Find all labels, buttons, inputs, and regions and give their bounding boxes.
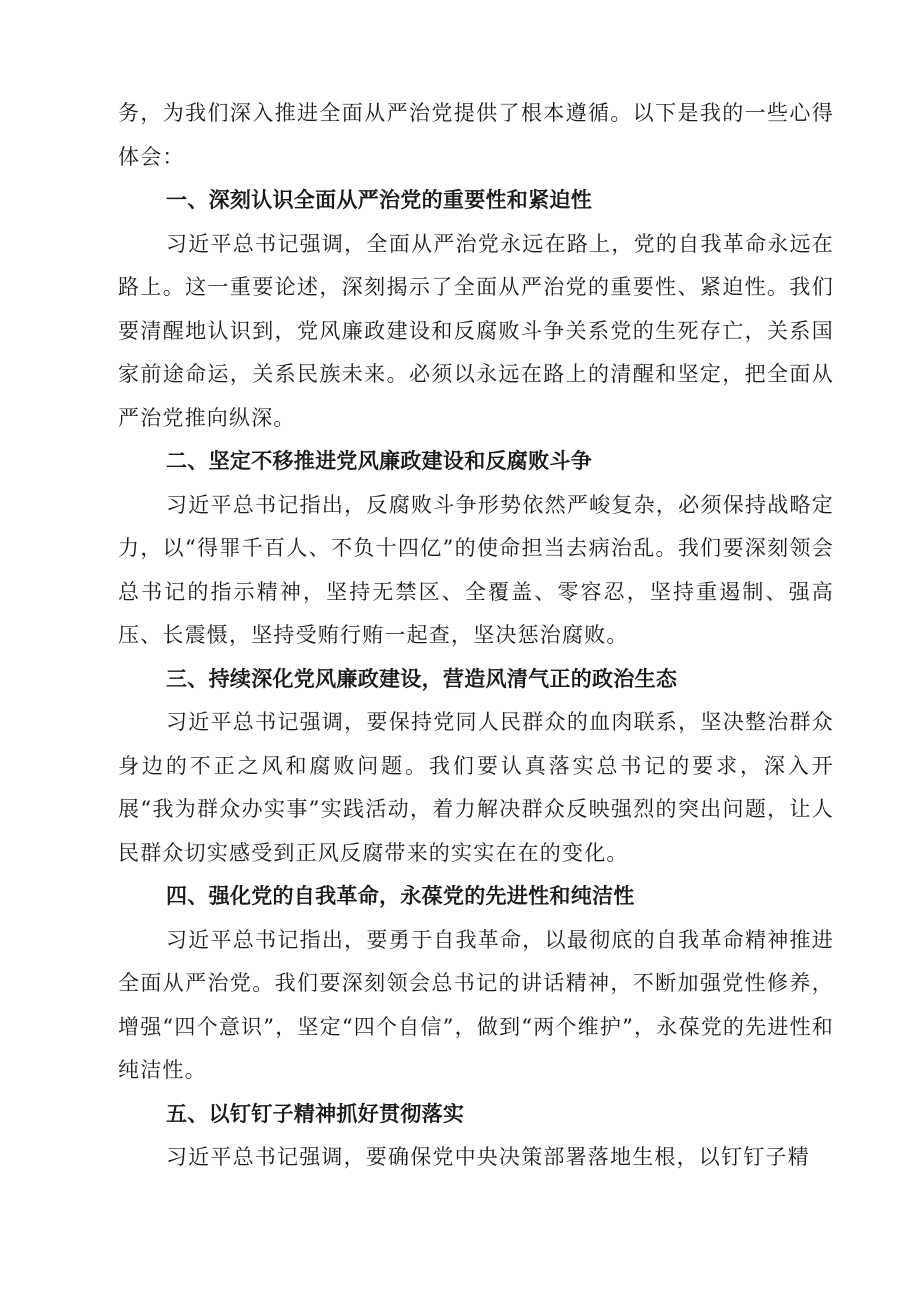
section-1-body: 习近平总书记强调，全面从严治党永远在路上，党的自我革命永远在路上。这一重要论述，深刻揭示了全面从严治党的重要性、紧迫性。我们要清醒地认识到，党风廉政建设和反腐败斗争关系党的生死存亡，关系国家前途命运，关系民族未来。必须以永远在路上的清醒和坚定，把全面从严治党推向纵深。	[118, 231, 834, 430]
section-5-body: 习近平总书记强调，要确保党中央决策部署落地生根，以钉钉子精	[166, 1145, 810, 1169]
section-1-heading: 一、深刻认识全面从严治党的重要性和紧迫性	[166, 188, 592, 212]
section-5-heading: 五、以钉钉子精神抓好贯彻落实	[166, 1101, 465, 1126]
section-2-heading: 二、坚定不移推进党风廉政建设和反腐败斗争	[166, 449, 592, 473]
section-3-heading: 三、持续深化党风廉政建设，营造风清气正的政治生态	[166, 666, 678, 691]
section-3-body: 习近平总书记强调，要保持党同人民群众的血肉联系，坚决整治群众身边的不正之风和腐败问题。我们要认真落实总书记的要求，深入开展“我为群众办实事”实践活动，着力解决群众反映强烈的突出问题，让人民群众切实感受到正风反腐带来的实实在在的变化。	[118, 710, 834, 865]
section-2-body: 习近平总书记指出，反腐败斗争形势依然严峻复杂，必须保持战略定力，以“得罪千百人、不负十四亿”的使命担当去病治乱。我们要深刻领会总书记的指示精神，坚持无禁区、全覆盖、零容忍，坚持重遏制、强高压、长震慑，坚持受贿行贿一起查，坚决惩治腐败。	[118, 492, 834, 647]
intro-paragraph: 务，为我们深入推进全面从严治党提供了根本遵循。以下是我的一些心得体会：	[118, 101, 834, 169]
section-4-heading: 四、强化党的自我革命，永葆党的先进性和纯洁性	[166, 884, 635, 908]
section-4-body: 习近平总书记指出，要勇于自我革命，以最彻底的自我革命精神推进全面从严治党。我们要深刻领会总书记的讲话精神，不断加强党性修养，增强“四个意识”，坚定“四个自信”，做到“两个维护”，永葆党的先进性和纯洁性。	[118, 927, 834, 1082]
